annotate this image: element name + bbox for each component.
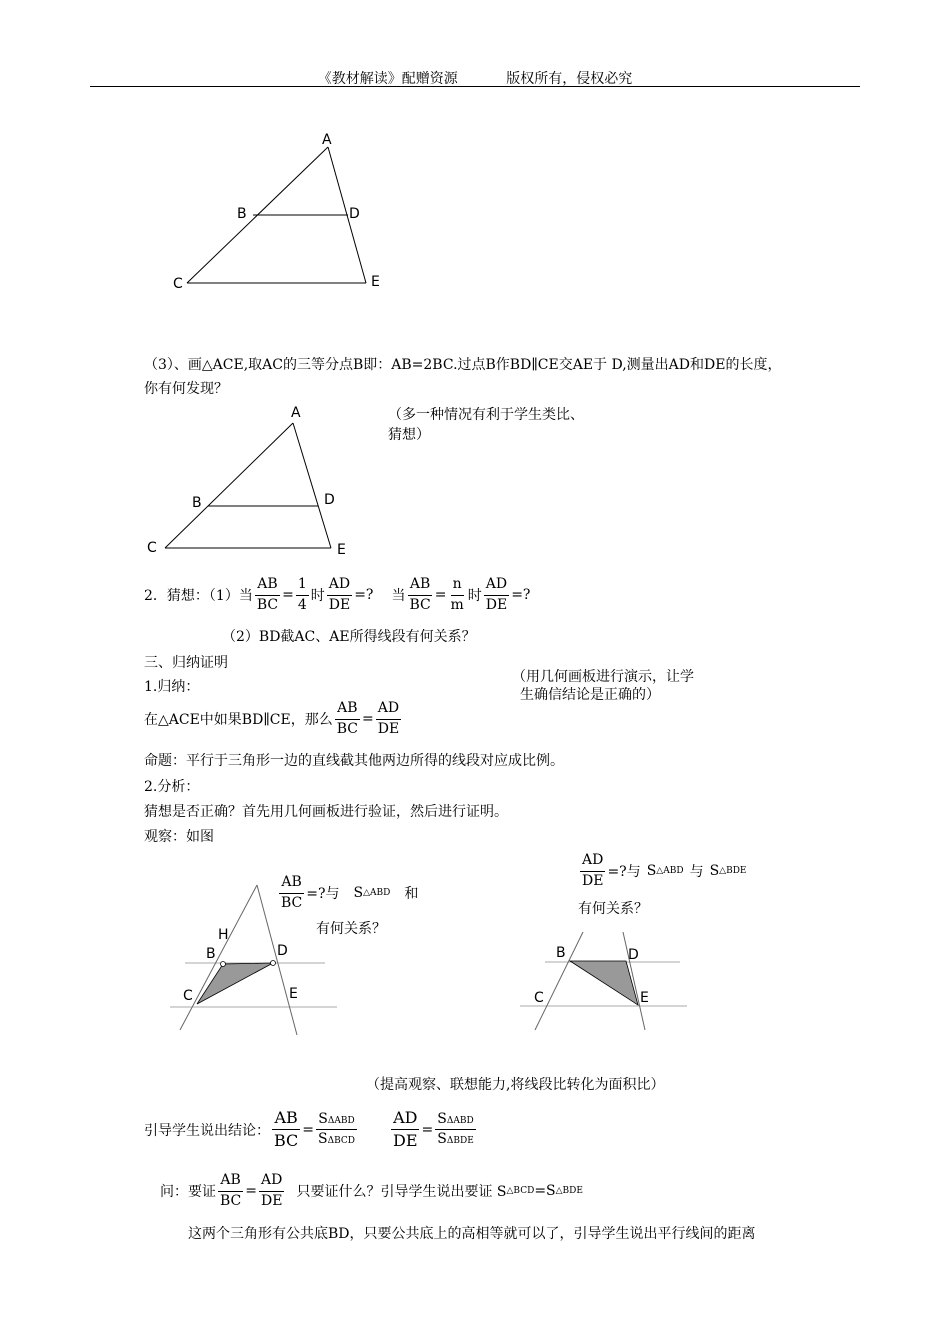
sec3-note-line2: 生确信结论是正确的） xyxy=(520,687,660,703)
page-header xyxy=(0,68,950,88)
frac-ab-bc-2: $\frac{AB}{BC}$ xyxy=(409,576,431,613)
section3-title: 三、归纳证明 xyxy=(144,655,228,671)
conc-frac-ab-bc: $\frac{AB}{BC}$ xyxy=(274,1108,299,1150)
fig2-label-a: A xyxy=(291,405,301,421)
step3-line1: （3）、画△ACE,取AC的三等分点B即：AB=2BC.过点B作BD∥CE交AE于 D,测量出AD和DE的长度， xyxy=(144,357,782,373)
conc-frac-s2: $\frac{\text{SΔABD}}{\text{SΔBDE}}$ xyxy=(437,1110,474,1147)
figr-label-d: D xyxy=(628,947,639,963)
ask-frac-ad-de: $\frac{AD}{DE}$ xyxy=(261,1172,283,1209)
fig1-label-b: B xyxy=(237,206,247,222)
conc-frac-s1: $\frac{\text{SΔABD}}{\text{SΔBCD}}$ xyxy=(318,1110,356,1147)
fig1-label-a: A xyxy=(322,132,332,148)
cond-frac-ab-bc: $\frac{AB}{BC}$ xyxy=(336,700,358,737)
fig2-label-d: D xyxy=(324,492,335,508)
guess-line2: （2）BD截AC、AE所得线段有何关系？ xyxy=(222,629,476,645)
condition-line: 在△ACE中如果BD∥CE，那么 $\frac{AB}{BC}$ = $\frac{AD}{DE}$ xyxy=(144,700,400,737)
guess-line: 2．猜想：（1）当 $\frac{AB}{BC}$ = $\frac{1}{4}$ 时 $\frac{AD}{DE}$ =? 当 $\frac{AB}{BC}$ = $\frac{n}{m}$ 时 $\frac{AD}{DE}$ =? xyxy=(144,576,531,613)
right-frac-ad-de: $\frac{AD}{DE}$ xyxy=(582,852,604,889)
fig2-label-c: C xyxy=(147,540,157,556)
right-question: $\frac{AD}{DE}$ =?与 S △ABD 与 S △BDE xyxy=(582,852,747,889)
conc-frac-ad-de: $\frac{AD}{DE}$ xyxy=(393,1108,418,1150)
fig1-label-e: E xyxy=(371,274,380,290)
figure-triangle-2 xyxy=(150,410,360,555)
figl-label-e: E xyxy=(289,986,298,1002)
fig1-label-c: C xyxy=(173,276,183,292)
figl-label-h: H xyxy=(218,927,229,943)
figl-label-d: D xyxy=(277,943,288,959)
section3-s1: 1.归纳： xyxy=(144,679,200,695)
figr-label-e: E xyxy=(640,990,649,1006)
fig2-note-line1: （多一种情况有利于学生类比、 xyxy=(388,407,584,423)
figure-right-observe xyxy=(515,930,695,1040)
ask-frac-ab-bc: $\frac{AB}{BC}$ xyxy=(220,1172,242,1209)
fig2-note-line2: 猜想） xyxy=(388,427,430,443)
figure-triangle-1 xyxy=(160,125,400,300)
frac-ad-de: $\frac{AD}{DE}$ xyxy=(328,576,351,613)
cond-frac-ad-de: $\frac{AD}{DE}$ xyxy=(377,700,400,737)
fig1-label-d: D xyxy=(349,206,360,222)
section3-s2: 2.分析： xyxy=(144,779,200,795)
step3-line2: 你有何发现？ xyxy=(144,381,228,397)
guess-prefix: 2．猜想：（1）当 xyxy=(144,588,253,604)
verify-text: 猜想是否正确？首先用几何画板进行验证，然后进行证明。 xyxy=(144,804,508,820)
conclusion-line: 引导学生说出结论： $\frac{AB}{BC}$ = $\frac{\text{SΔABD}}{\text{SΔBCD}}$ $\frac{AD}{DE}$ = $\frac{\text{SΔABD}}{\text{SΔBDE}}$ xyxy=(144,1108,474,1150)
right-relation: 有何关系？ xyxy=(578,901,648,917)
frac-n-m: $\frac{n}{m}$ xyxy=(450,576,464,613)
frac-ab-bc: $\frac{AB}{BC}$ xyxy=(256,576,279,613)
sec3-note-line1: （用几何画板进行演示，让学 xyxy=(512,669,694,685)
header-right: 版权所有，侵权必究 xyxy=(506,71,633,87)
frac-1-4: $\frac{1}{4}$ xyxy=(297,576,307,613)
left-frac-ab-bc: $\frac{AB}{BC}$ xyxy=(281,874,303,911)
fig2-label-b: B xyxy=(192,495,202,511)
frac-ad-de-2: $\frac{AD}{DE}$ xyxy=(485,576,508,613)
proposition: 命题：平行于三角形一边的直线截其他两边所得的线段对应成比例。 xyxy=(144,753,564,769)
observe-text: 观察：如图 xyxy=(144,829,214,845)
left-cut-text: 有何关系？ xyxy=(316,921,386,937)
figl-label-b: B xyxy=(206,946,216,962)
figr-label-c: C xyxy=(534,990,544,1006)
note3: （提高观察、联想能力,将线段比转化为面积比） xyxy=(366,1077,665,1093)
fig2-label-e: E xyxy=(337,542,346,558)
figr-label-b: B xyxy=(556,945,566,961)
header-rule xyxy=(90,86,860,87)
figl-label-c: C xyxy=(183,988,193,1004)
ask-line: 问：要证 $\frac{AB}{BC}$ = $\frac{AD}{DE}$ 只要证什么？引导学生说出要证 S △BCD =S △BDE xyxy=(160,1172,583,1209)
last-line: 这两个三角形有公共底BD，只要公共底上的高相等就可以了，引导学生说出平行线间的距离 xyxy=(188,1226,756,1242)
left-question: $\frac{AB}{BC}$ =?与 S △ABD 和 xyxy=(277,874,418,912)
header-left: 《教材解读》配赠资源 xyxy=(317,71,458,87)
